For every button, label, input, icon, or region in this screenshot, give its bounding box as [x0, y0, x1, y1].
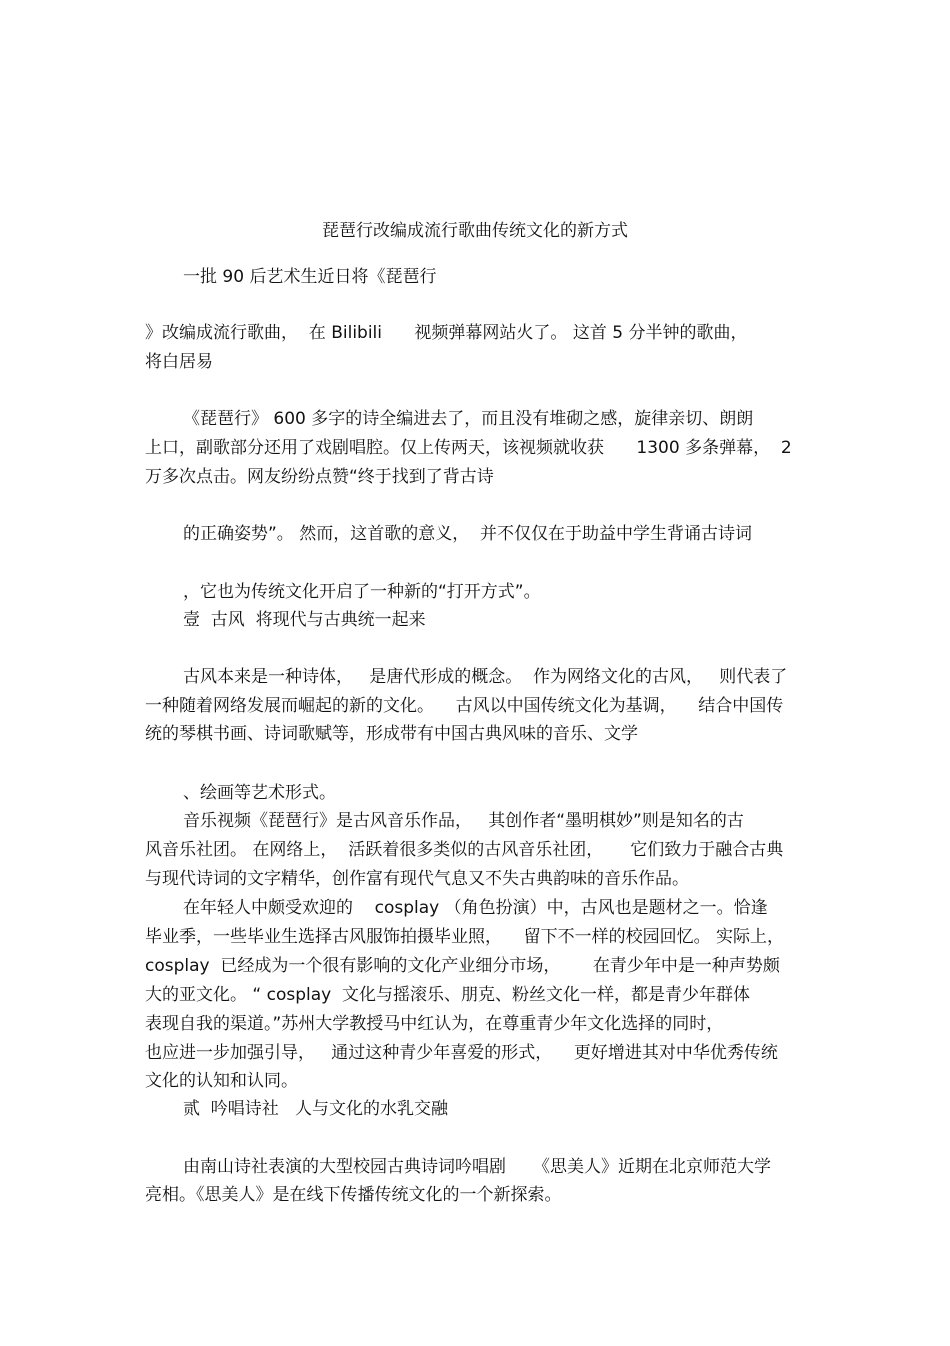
- section-heading: 壹 古风 将现代与古典统一起来: [183, 610, 426, 630]
- text-line: 与现代诗词的文字精华，创作富有现代气息又不失古典韵味的音乐作品。: [145, 869, 689, 889]
- text-line: 《琵琶行》 600 多字的诗全编进去了，而且没有堆砌之感，旋律亲切、朗朗: [183, 409, 754, 429]
- text-line: 古风本来是一种诗体， 是唐代形成的概念。 作为网络文化的古风， 则代表了: [183, 667, 788, 687]
- text-line: 毕业季，一些毕业生选择古风服饰拍摄毕业照， 留下不一样的校园回忆。 实际上，: [145, 927, 785, 947]
- text-line: 由南山诗社表演的大型校园古典诗词吟唱剧 《思美人》近期在北京师范大学: [183, 1157, 772, 1177]
- text-line: 风音乐社团。 在网络上， 活跃着很多类似的古风音乐社团， 它们致力于融合古典: [145, 840, 784, 860]
- text-line: 的正确姿势”。 然而，这首歌的意义， 并不仅仅在于助益中学生背诵古诗词: [183, 524, 753, 544]
- text-line: 表现自我的渠道。”苏州大学教授马中红认为，在尊重青少年文化选择的同时，: [145, 1014, 724, 1034]
- text-line: 万多次点击。网友纷纷点赞“终于找到了背古诗: [145, 467, 494, 487]
- text-line: 在年轻人中颇受欢迎的 cosplay （角色扮演）中，古风也是题材之一。恰逢: [183, 898, 768, 918]
- text-line: 将白居易: [145, 352, 213, 372]
- text-line: 一种随着网络发展而崛起的新的文化。 古风以中国传统文化为基调， 结合中国传: [145, 696, 784, 716]
- text-line: 统的琴棋书画、诗词歌赋等，形成带有中国古典风味的音乐、文学: [145, 724, 638, 744]
- section-heading: 贰 吟唱诗社 人与文化的水乳交融: [183, 1099, 449, 1119]
- text-line: 文化的认知和认同。: [145, 1071, 298, 1091]
- text-line: 音乐视频《琵琶行》是古风音乐作品， 其创作者“墨明棋妙”则是知名的古: [183, 811, 744, 831]
- text-line: 》改编成流行歌曲， 在 Bilibili 视频弹幕网站火了。 这首 5 分半钟的歌曲，: [145, 323, 748, 343]
- text-line: 上口，副歌部分还用了戏剧唱腔。仅上传两天，该视频就收获 1300 多条弹幕， 2: [145, 438, 792, 458]
- text-line: ，它也为传统文化开启了一种新的“打开方式”。: [183, 582, 541, 602]
- text-line: cosplay 已经成为一个很有影响的文化产业细分市场， 在青少年中是一种声势颇: [145, 956, 780, 976]
- text-line: 亮相。《思美人》是在线下传播传统文化的一个新探索。: [145, 1185, 562, 1205]
- text-line: 也应进一步加强引导， 通过这种青少年喜爱的形式， 更好增进其对中华优秀传统: [145, 1043, 778, 1063]
- text-line: 、绘画等艺术形式。: [183, 783, 336, 803]
- text-line: 一批 90 后艺术生近日将《琵琶行: [183, 267, 437, 287]
- document-title: 琵琶行改编成流行歌曲传统文化的新方式: [322, 221, 628, 241]
- text-line: 大的亚文化。 “ cosplay 文化与摇滚乐、朋克、粉丝文化一样，都是青少年群体: [145, 985, 751, 1005]
